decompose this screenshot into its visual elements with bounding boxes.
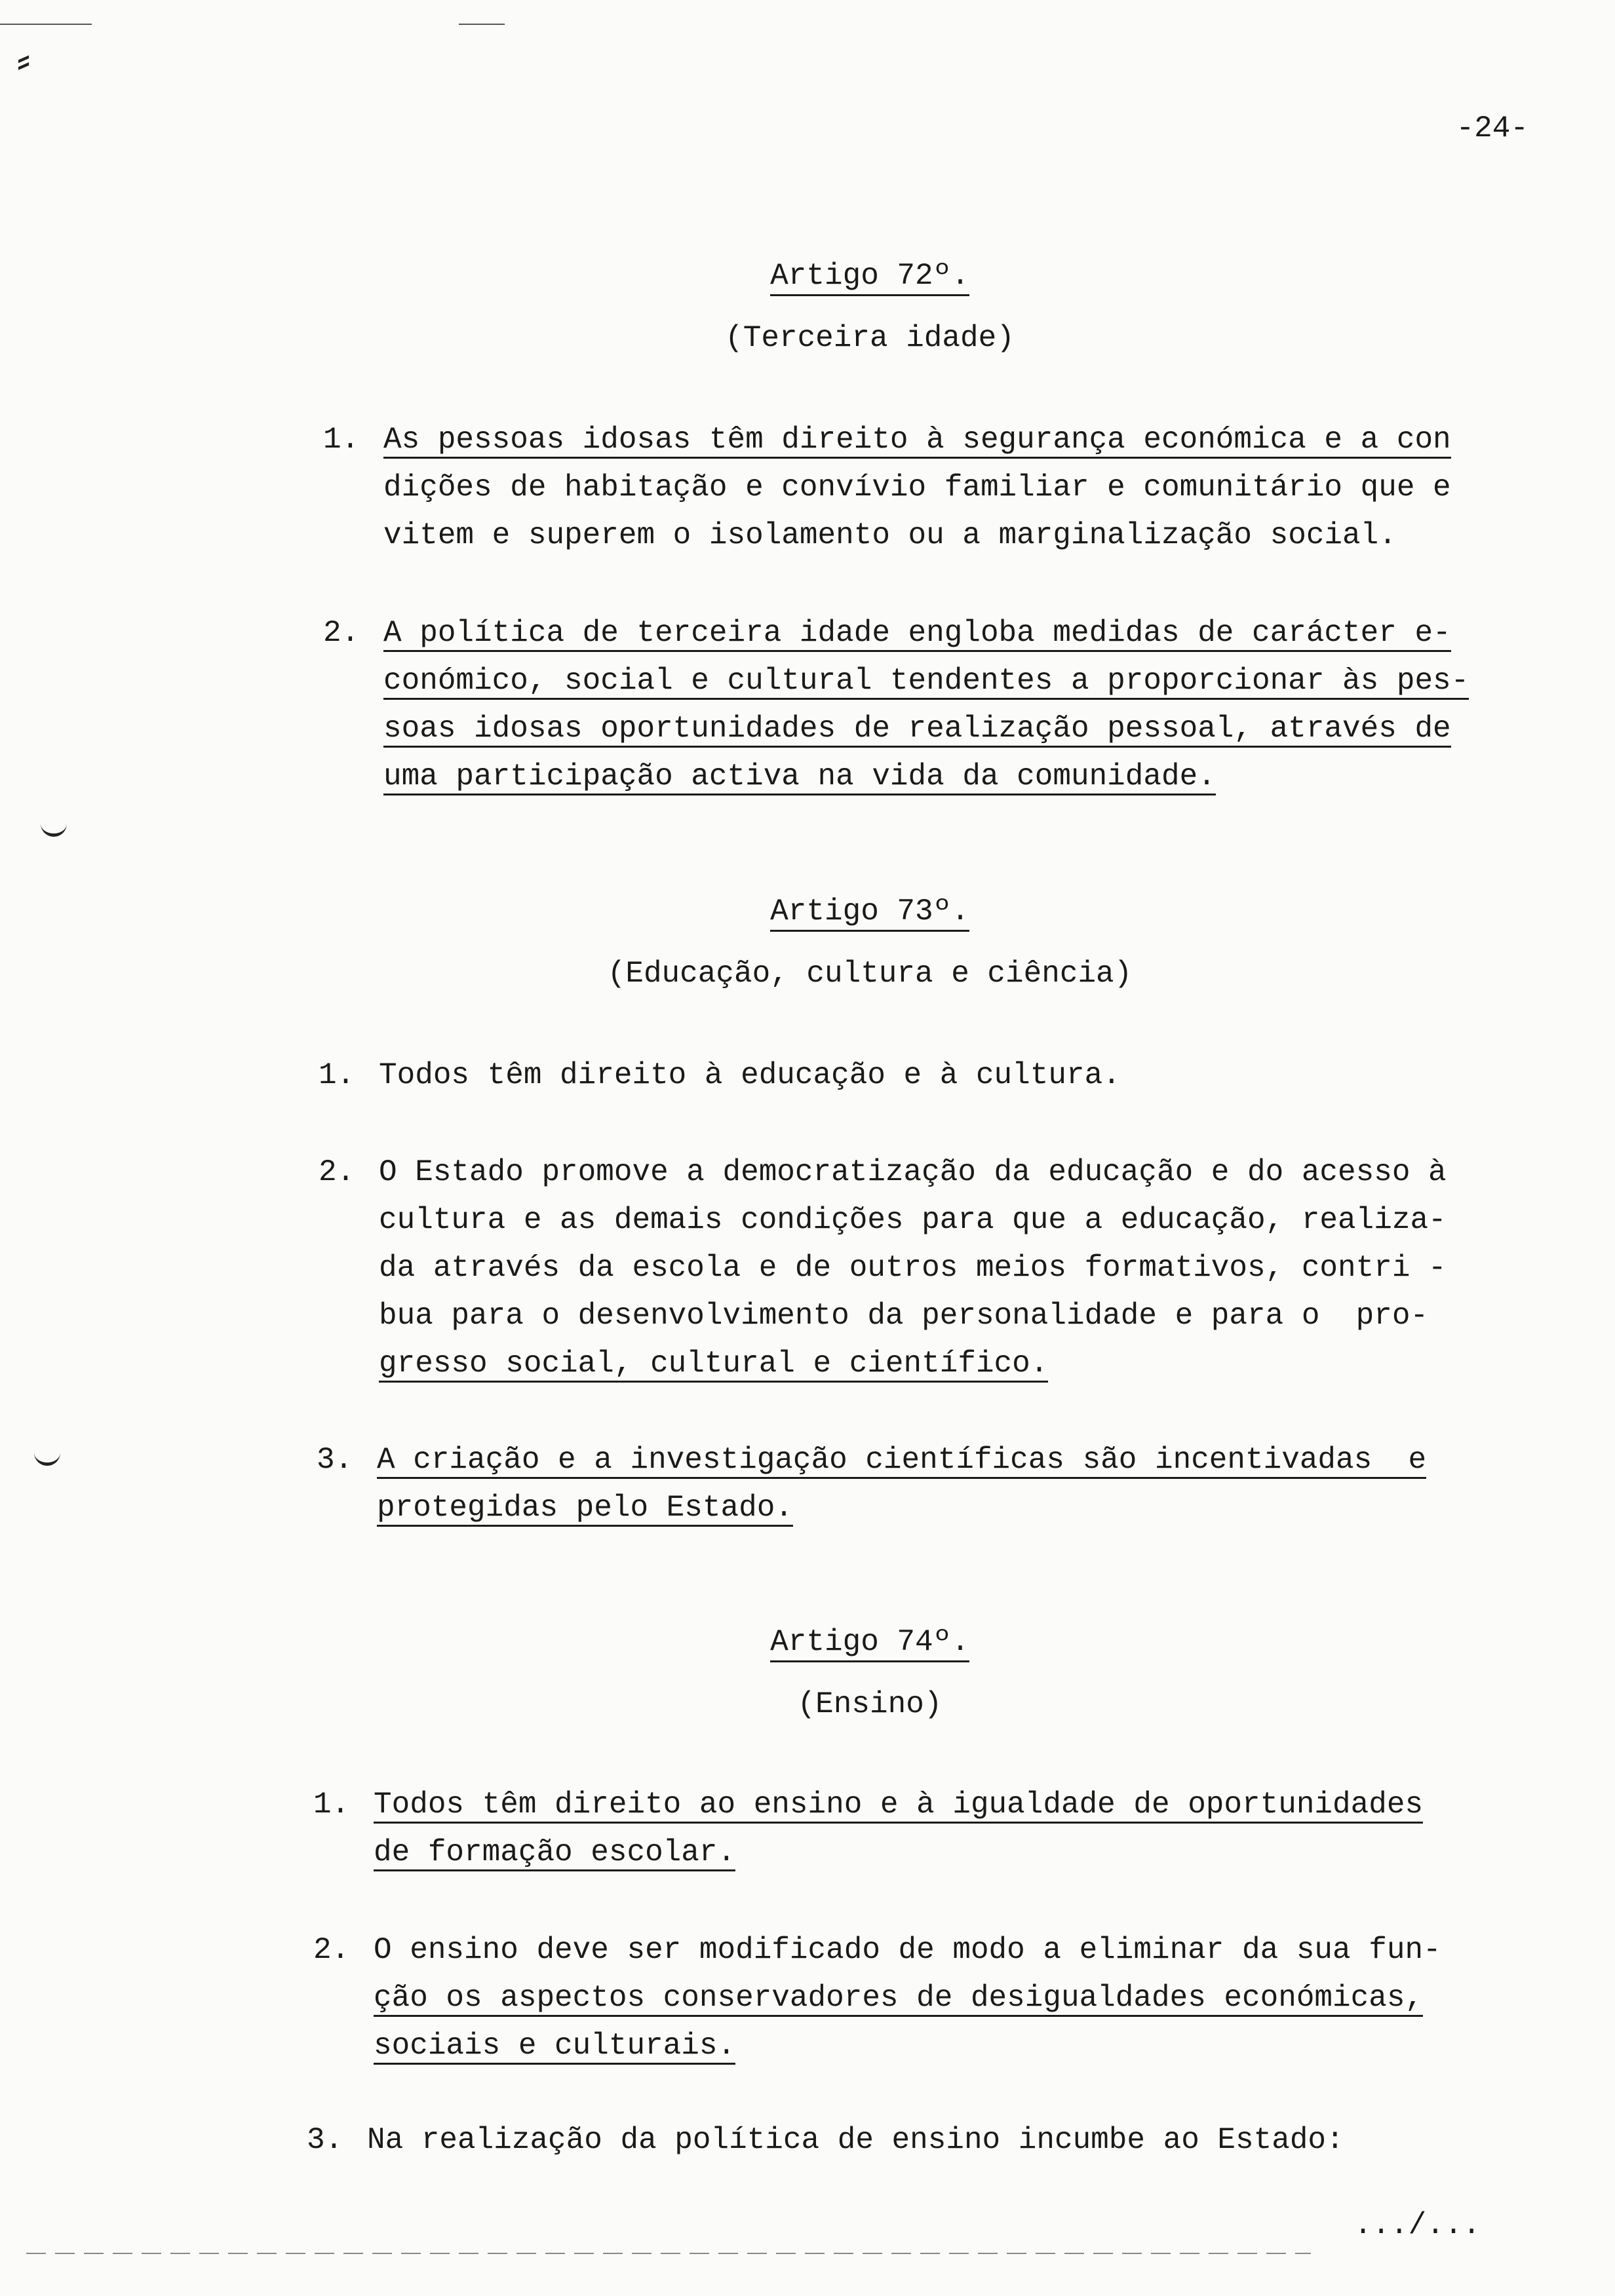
paragraph-number: 2.: [323, 616, 360, 650]
article-heading: [62, 1625, 1615, 1659]
paragraph-number: 3.: [317, 1443, 353, 1477]
article-heading: [62, 259, 1615, 293]
paragraph-number: 3.: [307, 2123, 343, 2157]
paragraph: [323, 416, 1544, 560]
text-line: O Estado promove a democratização da educação e do acesso à: [379, 1155, 1447, 1189]
paragraph: [317, 1436, 1550, 1532]
paragraph-number: 2.: [313, 1933, 350, 1967]
text-line: Todos têm direito ao ensino e à igualdade de oportunidades: [374, 1781, 1553, 1829]
scan-artifact: [26, 2253, 1311, 2254]
paragraph: [319, 1052, 1552, 1100]
article-heading-text: Artigo 72º.: [770, 259, 969, 296]
paragraph: [323, 609, 1544, 801]
text-line: bua para o desenvolvimento da personalidade e para o pro-: [379, 1299, 1429, 1333]
article-subtitle: (Ensino): [797, 1687, 943, 1721]
text-line: gresso social, cultural e científico.: [379, 1340, 1552, 1388]
article-subtitle: (Terceira idade): [725, 321, 1015, 355]
text-line: da através da escola e de outros meios formativos, contri -: [379, 1251, 1447, 1285]
article-subtitle: (Educação, cultura e ciência): [607, 957, 1133, 991]
article-heading-text: Artigo 73º.: [770, 894, 969, 932]
text-line: de formação escolar.: [374, 1829, 1553, 1877]
paragraph-number: 1.: [313, 1788, 350, 1822]
page-number: -24-: [1456, 111, 1528, 145]
text-line: vitem e superem o isolamento ou a marginalização social.: [383, 518, 1397, 552]
scan-artifact: [0, 24, 92, 25]
continuation-mark: .../...: [1353, 2208, 1481, 2242]
text-line: uma participação activa na vida da comunidade.: [383, 753, 1544, 801]
text-line: cultura e as demais condições para que a educação, realiza-: [379, 1203, 1447, 1237]
article-heading-text: Artigo 74º.: [770, 1625, 969, 1662]
text-line: protegidas pelo Estado.: [377, 1484, 1550, 1532]
scan-artifact: [459, 24, 505, 25]
text-line: soas idosas oportunidades de realização pessoal, através de: [383, 705, 1544, 753]
text-line: ção os aspectos conservadores de desigualdades económicas,: [374, 1974, 1553, 2022]
paragraph: [313, 1926, 1553, 2070]
paragraph: [319, 1149, 1552, 1388]
text-line: dições de habitação e convívio familiar e comunitário que e: [383, 470, 1451, 505]
paragraph: [307, 2116, 1553, 2164]
paragraph-number: 1.: [319, 1058, 355, 1092]
text-line: A criação e a investigação científicas são incentivadas e: [377, 1436, 1550, 1484]
paragraph-number: 2.: [319, 1155, 355, 1189]
text-line: As pessoas idosas têm direito à segurança económica e a con: [383, 416, 1544, 464]
text-line: sociais e culturais.: [374, 2022, 1553, 2070]
text-line: Na realização da política de ensino incumbe ao Estado:: [367, 2123, 1344, 2157]
text-line: A política de terceira idade engloba medidas de carácter e-: [383, 609, 1544, 657]
text-line: conómico, social e cultural tendentes a proporcionar às pes-: [383, 657, 1544, 705]
paragraph: [313, 1781, 1553, 1877]
text-line: Todos têm direito à educação e à cultura.: [379, 1058, 1121, 1092]
paragraph-number: 1.: [323, 423, 360, 457]
punch-hole-mark-icon: [41, 819, 67, 837]
article-heading: [62, 894, 1615, 928]
ink-mark-icon: ⸗: [12, 41, 36, 85]
text-line: O ensino deve ser modificado de modo a eliminar da sua fun-: [374, 1933, 1441, 1967]
punch-hole-mark-icon: [34, 1448, 60, 1466]
